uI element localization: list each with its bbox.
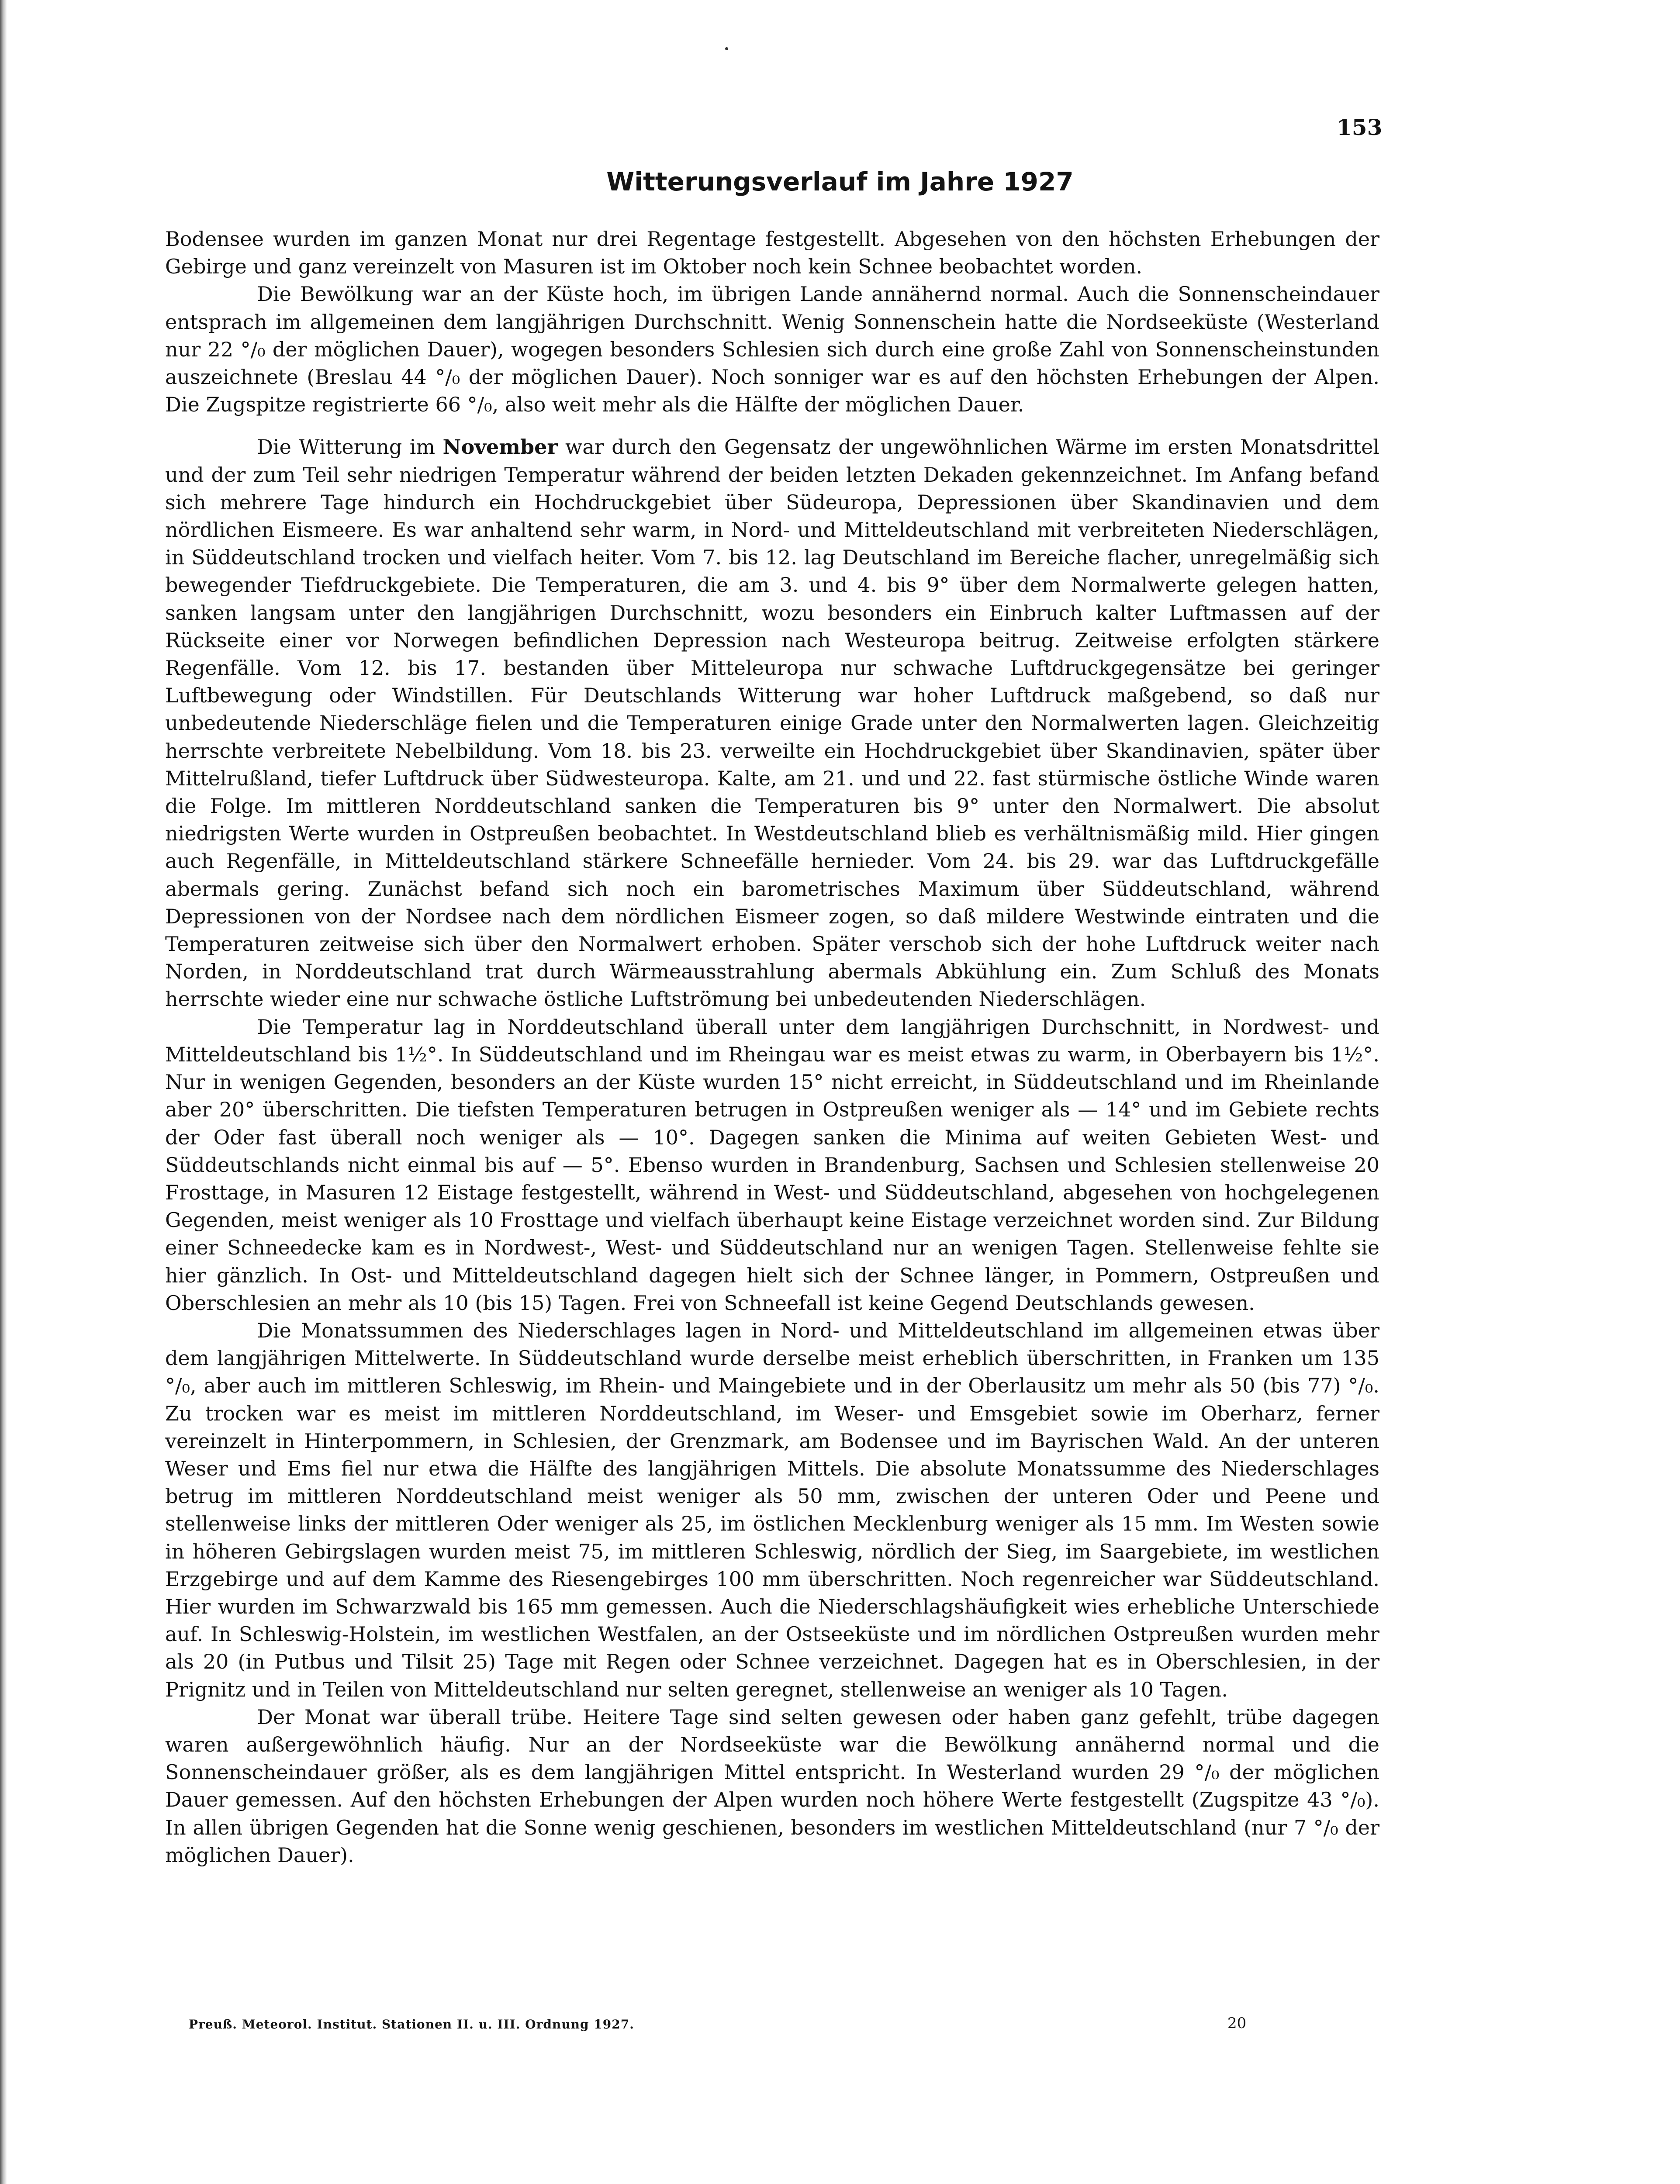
paragraph-6: Der Monat war überall trübe. Heitere Tage sind selten gewesen oder haben ganz gefehlt, trübe dagegen waren außergewöhnlich häufig. Nur an der Nordseeküste war die Bewölkung annähernd normal und die Sonnenscheindauer größer, als es dem langjährigen Mittel entspricht. In Westerland wurden 29 °/₀ der möglichen Dauer gemessen. Auf den höchsten Erhebungen der Alpen wurden noch höhere Werte festgestellt (Zugspitze 43 °/₀). In allen übrigen Gegenden hat die Sonne wenig geschienen, besonders im westlichen Mitteldeutschland (nur 7 °/₀ der möglichen Dauer). (165, 1705, 1379, 1867)
paragraph-4: Die Temperatur lag in Norddeutschland überall unter dem langjährigen Durchschnitt, in Nordwest- und Mitteldeutschland bis 1½°. In Süddeutschland und im Rheingau war es meist etwas zu warm, in Oberbayern bis 1½°. Nur in wenigen Gegenden, besonders an der Küste wurden 15° nicht erreicht, in Süddeutschland und im Rheinlande aber 20° überschritten. Die tiefsten Temperaturen betrugen in Ostpreußen weniger als — 14° und im Gebiete rechts der Oder fast überall noch weniger als — 10°. Dagegen sanken die Minima auf weiten Gebieten West- und Süddeutschlands nicht einmal bis auf — 5°. Ebenso wurden in Brandenburg, Sachsen und Schlesien stellenweise 20 Frosttage, in Masuren 12 Eistage festgestellt, während in West- und Süddeutschland, abgesehen von hochgelegenen Gegenden, meist weniger als 10 Frosttage und vielfach überhaupt keine Eistage verzeichnet worden sind. Zur Bildung einer Schneedecke kam es in Nordwest-, West- und Süddeutschland nur an wenigen Tagen. Stellenweise fehlte sie hier gänzlich. In Ost- und Mitteldeutschland dagegen hielt sich der Schnee länger, in Pommern, Ostpreußen und Oberschlesien an mehr als 10 (bis 15) Tagen. Frei von Schneefall ist keine Gegend Deutschlands gewesen. (165, 1015, 1379, 1315)
paragraph-3 (165, 433, 1379, 1013)
paragraph-5: Die Monatssummen des Niederschlages lagen in Nord- und Mitteldeutschland im allgemeinen etwas über dem langjährigen Mittelwerte. In Süddeutschland wurde derselbe meist erheblich überschritten, in Franken um 135 °/₀, aber auch im mittleren Schleswig, im Rhein- und Maingebiete und in der Oberlausitz um mehr als 50 (bis 77) °/₀. Zu trocken war es meist im mittleren Norddeutschland, im Weser- und Emsgebiet sowie im Oberharz, ferner vereinzelt in Hinterpommern, in Schlesien, der Grenzmark, am Bodensee und im Bayrischen Wald. An der unteren Weser und Ems fiel nur etwa die Hälfte des langjährigen Mittels. Die absolute Monatssumme des Niederschlages betrug im mittleren Norddeutschland meist weniger als 50 mm, zwischen der unteren Oder und Peene und stellenweise links der mittleren Oder weniger als 25, im östlichen Mecklenburg weniger als 15 mm. Im Westen sowie in höheren Gebirgslagen wurden meist 75, im mittleren Schleswig, nördlich der Sieg, im Saargebiete, im westlichen Erzgebirge und auf dem Kamme des Riesengebirges 100 mm überschritten. Noch regenreicher war Süddeutschland. Hier wurden im Schwarzwald bis 165 mm gemessen. Auch die Niederschlagshäufigkeit wies erhebliche Unterschiede auf. In Schleswig-Holstein, im westlichen Westfalen, an der Ostseeküste und im nördlichen Ostpreußen wurden mehr als 20 (in Putbus und Tilsit 25) Tage mit Regen oder Schnee verzeichnet. Dagegen hat es in Oberschlesien, in der Prignitz und in Teilen von Mitteldeutschland nur selten geregnet, stellenweise an weniger als 10 Tagen. (165, 1318, 1379, 1701)
paragraph-3-lead: Die Witterung im (257, 435, 443, 459)
page-number: 153 (1337, 114, 1383, 140)
paragraph-2: Die Bewölkung war an der Küste hoch, im übrigen Lande annähernd normal. Auch die Sonnenscheindauer entsprach im allgemeinen dem langjährigen Durchschnitt. Wenig Sonnenschein hatte die Nordseeküste (Westerland nur 22 °/₀ der möglichen Dauer), wogegen besonders Schlesien sich durch eine große Zahl von Sonnenscheinstunden auszeichnete (Breslau 44 °/₀ der möglichen Dauer). Noch sonniger war es auf den höchsten Erhebungen der Alpen. Die Zugspitze registrierte 66 °/₀, also weit mehr als die Hälfte der möglichen Dauer. (165, 282, 1379, 417)
binding-edge (0, 0, 7, 2184)
paragraph-3-text: war durch den Gegensatz der ungewöhnlichen Wärme im ersten Monatsdrittel und der zum Teil sehr niedrigen Temperatur während der beiden letzten Dekaden gekennzeichnet. Im Anfang befand sich mehrere Tage hindurch ein Hochdruckgebiet über Südeuropa, Depressionen über Skandinavien und dem nördlichen Eismeere. Es war anhaltend sehr warm, in Nord- und Mitteldeutschland mit verbreiteten Niederschlägen, in Süddeutschland trocken und vielfach heiter. Vom 7. bis 12. lag Deutschland im Bereiche flacher, unregelmäßig sich bewegender Tiefdruckgebiete. Die Temperaturen, die am 3. und 4. bis 9° über dem Normalwerte gelegen hatten, sanken langsam unter den langjährigen Durchschnitt, wozu besonders ein Einbruch kalter Luftmassen auf der Rückseite einer vor Norwegen befindlichen Depression nach Westeuropa beitrug. Zeitweise erfolgten stärkere Regenfälle. Vom 12. bis 17. bestanden über Mitteleuropa nur schwache Luftdruckgegensätze bei geringer Luftbewegung oder Windstillen. Für Deutschlands Witterung war hoher Luftdruck maßgebend, so daß nur unbedeutende Niederschläge fielen und die Temperaturen einige Grade unter den Normalwerten lagen. Gleichzeitig herrschte verbreitete Nebelbildung. Vom 18. bis 23. verweilte ein Hochdruckgebiet über Skandinavien, später über Mittelrußland, tiefer Luftdruck über Südwesteuropa. Kalte, am 21. und und 22. fast stürmische östliche Winde waren die Folge. Im mittleren Norddeutschland sanken die Temperaturen bis 9° unter den Normalwert. Die absolut niedrigsten Werte wurden in Ostpreußen beobachtet. In Westdeutschland blieb es verhältnismäßig mild. Hier gingen auch Regenfälle, in Mitteldeutschland stärkere Schneefälle hernieder. Vom 24. bis 29. war das Luftdruckgefälle abermals gering. Zunächst befand sich noch ein barometrisches Maximum über Süddeutschland, während Depressionen von der Nordsee nach dem nördlichen Eismeer zogen, so daß mildere Westwinde eintraten und die Temperaturen zeitweise sich über den Normalwert erhoben. Später verschob sich der hohe Luftdruck weiter nach Norden, in Norddeutschland trat durch Wärmeausstrahlung abermals Abkühlung ein. Zum Schluß des Monats herrschte wieder eine nur schwache östliche Luftströmung bei unbedeutenden Niederschlägen. (165, 435, 1380, 1011)
print-speck (725, 47, 728, 50)
paragraph-1: Bodensee wurden im ganzen Monat nur drei Regentage festgestellt. Abgesehen von den höchsten Erhebungen der Gebirge und ganz vereinzelt von Masuren ist im Oktober noch kein Schnee beobachtet worden. (165, 227, 1379, 279)
document-body (165, 225, 1379, 1869)
footer-source: Preuß. Meteorol. Institut. Stationen II. u. III. Ordnung 1927. (189, 2017, 635, 2032)
page-title: Witterungsverlauf im Jahre 1927 (606, 167, 1074, 197)
footer-sheet-number: 20 (1227, 2015, 1247, 2032)
month-keyword: November (442, 435, 558, 459)
